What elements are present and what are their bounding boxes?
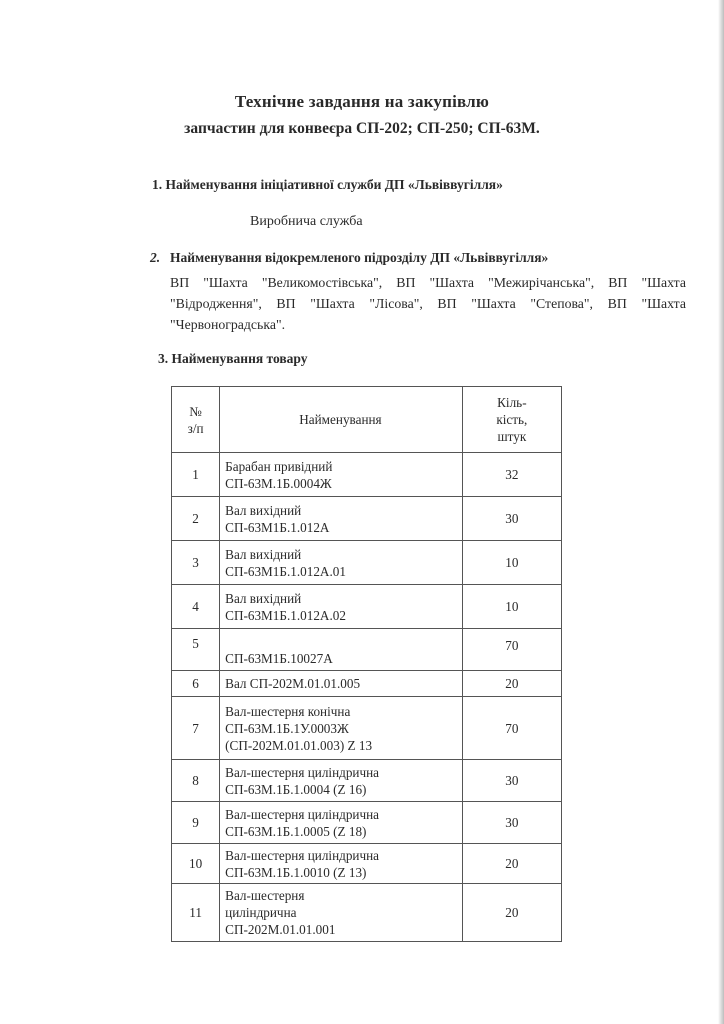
initiating-service: Виробнича служба: [250, 214, 363, 229]
header-quantity-line-2: кість,: [496, 412, 528, 427]
row-name: [220, 585, 463, 629]
row-quantity: 70: [462, 629, 561, 671]
document-subtitle: запчастин для конвеєра СП-202; СП-250; СП-63М.: [184, 120, 540, 137]
row-name-line: Вал-шестерня циліндрична: [225, 806, 380, 822]
header-number-abbrev: з/п: [187, 420, 204, 436]
table-row: [172, 844, 562, 884]
table-row: [172, 453, 562, 497]
row-name-line: Барабан привідний: [225, 458, 333, 474]
row-name-line: Вал-шестерня: [225, 888, 305, 903]
goods-table: [171, 386, 562, 942]
table-row: [172, 760, 562, 802]
row-number: 3: [172, 541, 220, 585]
row-number: 1: [172, 453, 220, 497]
subdivisions-paragraph: [170, 272, 686, 335]
row-number: 5: [172, 629, 220, 671]
row-quantity: 30: [462, 497, 561, 541]
row-name-line: СП-63М1Б.1.012А.01: [225, 563, 346, 579]
row-name: [220, 884, 463, 942]
row-name-line: СП-63М.1Б.1.0005 (Z 18): [225, 823, 367, 839]
row-name: [220, 844, 463, 884]
row-quantity: 70: [462, 697, 561, 760]
table-row: [172, 671, 562, 697]
row-name: [220, 760, 463, 802]
scan-edge-shadow: [718, 0, 724, 1024]
row-name: [220, 497, 463, 541]
row-quantity: 32: [462, 453, 561, 497]
row-name-line: Вал вихідний: [225, 546, 302, 562]
row-number: 11: [172, 884, 220, 942]
row-name-line: СП-63М.1Б.1.0004 (Z 16): [225, 781, 367, 797]
table-row: [172, 541, 562, 585]
row-name-line: СП-63М1Б.1.012А.02: [225, 607, 346, 623]
table-row: [172, 585, 562, 629]
section-3-heading: 3. Найменування товару: [158, 351, 308, 366]
table-row: [172, 802, 562, 844]
row-number: 4: [172, 585, 220, 629]
row-quantity: 10: [462, 541, 561, 585]
row-name-line: СП-63М1Б.1.012А: [225, 519, 330, 535]
row-quantity: 20: [462, 671, 561, 697]
row-quantity: 30: [462, 760, 561, 802]
row-number: 6: [172, 671, 220, 697]
row-name-line: СП-202М.01.01.001: [225, 922, 336, 937]
section-1-heading: 1. Найменування ініціативної служби ДП «Львіввугілля»: [152, 177, 503, 192]
table-row: [172, 497, 562, 541]
header-quantity-line-3: штук: [497, 429, 527, 444]
row-name-line: циліндрична: [225, 905, 297, 920]
row-name: [220, 629, 463, 671]
row-number: 9: [172, 802, 220, 844]
document-title: Технічне завдання на закупівлю: [234, 92, 490, 111]
row-quantity: 20: [462, 844, 561, 884]
row-name-line: СП-63М.1Б.1.0010 (Z 13): [225, 864, 367, 880]
section-2-number: 2.: [150, 250, 161, 265]
row-name-line: Вал-шестерня циліндрична: [225, 764, 380, 780]
row-quantity: 20: [462, 884, 561, 942]
row-quantity: 30: [462, 802, 561, 844]
section-2-heading: Найменування відокремленого підрозділу ДП «Львіввугілля»: [170, 250, 549, 265]
subdivisions-line-1: ВП "Шахта "Великомостівська", ВП "Шахта "Межирічанська", ВП "Шахта: [170, 275, 686, 290]
header-number-symbol: №: [189, 403, 202, 419]
row-name: [220, 802, 463, 844]
row-number: 8: [172, 760, 220, 802]
row-name-line: СП-63М.1Б.1У.0003Ж: [225, 720, 349, 736]
row-name-line: СП-63М1Б.10027А: [225, 651, 333, 666]
row-number: 10: [172, 844, 220, 884]
row-name-line: Вал вихідний: [225, 590, 302, 606]
table-row: [172, 884, 562, 942]
row-name-line: Вал СП-202М.01.01.005: [225, 676, 361, 691]
row-name: [220, 453, 463, 497]
row-name: [220, 671, 463, 697]
row-name-line: Вал вихідний: [225, 502, 302, 518]
header-number: [172, 387, 220, 453]
row-quantity: 10: [462, 585, 561, 629]
subdivisions-line-3: "Червоноградська".: [170, 317, 286, 332]
goods-table-header: [172, 387, 562, 453]
row-number: 7: [172, 697, 220, 760]
row-name: [220, 697, 463, 760]
row-name-line: СП-63М.1Б.0004Ж: [225, 475, 332, 491]
header-quantity-line-1: Кіль-: [497, 395, 527, 410]
header-name: Найменування: [220, 387, 463, 453]
row-name-line: (СП-202М.01.01.003) Z 13: [225, 737, 373, 753]
table-row: [172, 629, 562, 671]
row-name: [220, 541, 463, 585]
table-row: [172, 697, 562, 760]
subdivisions-line-2: "Відродження", ВП "Шахта "Лісова", ВП "Шахта "Степова", ВП "Шахта: [170, 296, 686, 311]
row-name-line: Вал-шестерня конічна: [225, 703, 351, 719]
header-quantity: [462, 387, 561, 453]
row-number: 2: [172, 497, 220, 541]
row-name-line: Вал-шестерня циліндрична: [225, 847, 380, 863]
